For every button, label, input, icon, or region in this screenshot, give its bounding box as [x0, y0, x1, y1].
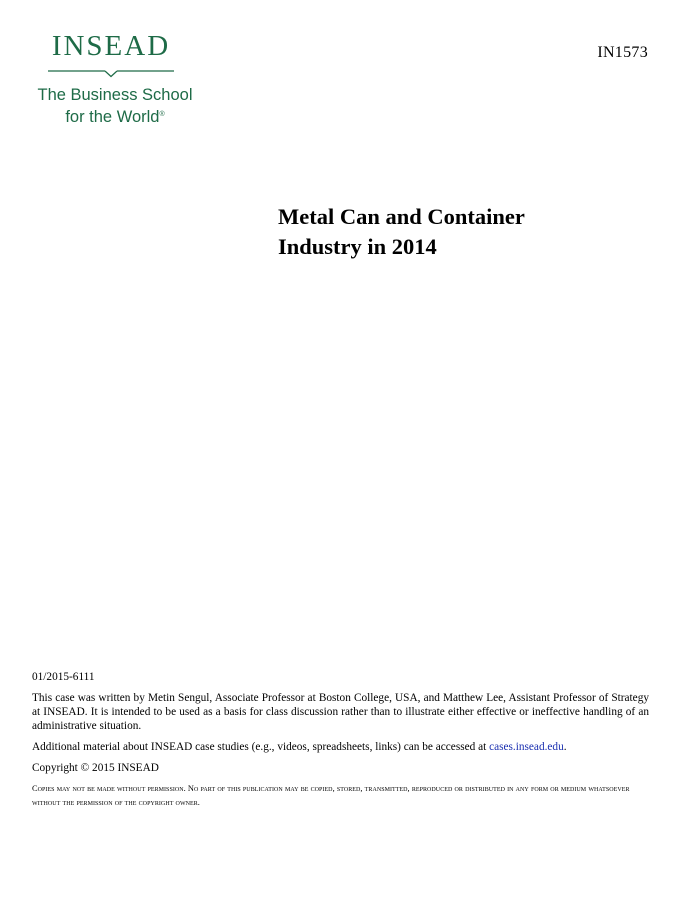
case-title-line-1: Metal Can and Container — [278, 204, 525, 229]
logo-divider-icon — [48, 70, 174, 78]
case-code: IN1573 — [597, 44, 648, 61]
case-title — [278, 202, 658, 262]
additional-material-end: . — [563, 741, 567, 753]
cases-link[interactable]: cases.insead.edu — [489, 741, 564, 753]
tagline-line-1: The Business School — [37, 86, 193, 104]
copyright-line: Copyright © 2015 INSEAD — [32, 762, 159, 774]
logo-tagline — [30, 86, 200, 127]
case-title-line-2: Industry in 2014 — [278, 234, 437, 259]
authorship-note: This case was written by Metin Sengul, Associate Professor at Boston College, USA, and Matthew Lee, Assistant Professor of Strategy at INSEAD. It is intended to be used as a basis for class discussion rather than to illustrate either effective or ineffective handling of an administrative situation. — [32, 692, 649, 732]
case-reference: 01/2015-6111 — [32, 671, 95, 683]
tagline-line-2: for the World — [65, 108, 160, 126]
registered-mark: ® — [159, 111, 165, 118]
additional-material-note — [32, 740, 649, 754]
permission-notice: Copies may not be made without permission. No part of this publication may be copied, stored, transmitted, reproduced or distributed in any form or medium whatsoever without the permission of the copyright owner. — [32, 784, 630, 807]
case-notes — [32, 670, 649, 817]
logo-wordmark: INSEAD — [51, 30, 171, 62]
additional-material-text: Additional material about INSEAD case studies (e.g., videos, spreadsheets, links) can be accessed at — [32, 741, 490, 753]
